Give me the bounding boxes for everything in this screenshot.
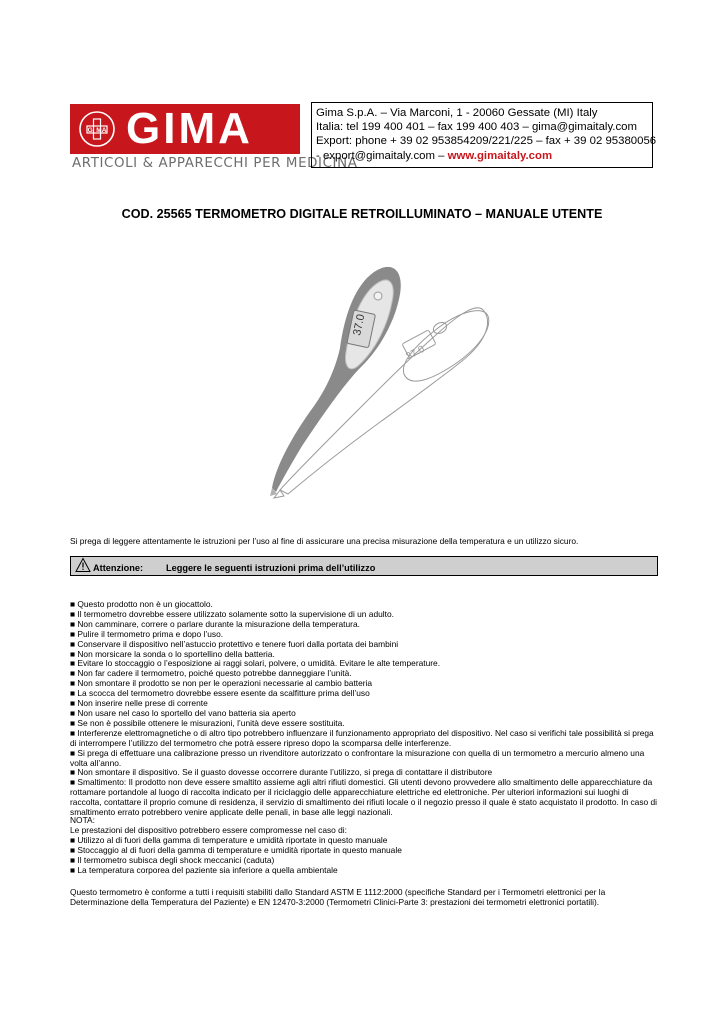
contact-line: Export: phone + 39 02 953854209/221/225 – fax + 39 02 95380056 (316, 135, 657, 148)
power-button-icon (374, 292, 382, 300)
conformity-statement (70, 888, 660, 908)
logo-subtitle: ARTICOLI & APPARECCHI PER MEDICINA (72, 156, 358, 171)
logo-badge-text: GI MA (87, 127, 107, 134)
warnings-list (70, 600, 660, 818)
contact-line: Gima S.p.A. – Via Marconi, 1 - 20060 Gessate (MI) Italy (316, 107, 598, 119)
contact-line: Italia: tel 199 400 401 – fax 199 400 403 – gima@gimaitaly.com (316, 121, 637, 134)
gima-badge-icon (78, 110, 116, 148)
list-item: ■ Se non è possibile ottenere le misurazioni, l’unità deve essere sostituita. (70, 717, 345, 728)
list-item: ■ Non usare nel caso lo sportello del vano batteria sia aperto (70, 707, 296, 718)
intro-text: Si prega di leggere attentamente le istruzioni per l’uso al fine di assicurare una precisa misurazione della temperatura e un utilizzo sicuro. (70, 536, 579, 546)
list-item: ■ Il termometro dovrebbe essere utilizzato solamente sotto la supervisione di un adulto. (70, 608, 394, 619)
warning-icon (75, 557, 91, 573)
attention-text: Leggere le seguenti istruzioni prima dell’utilizzo (166, 563, 376, 573)
attention-bar (70, 556, 658, 576)
list-item: ■ Pulire il termometro prima e dopo l’uso. (70, 628, 224, 639)
logo-brand-text: GIMA (126, 104, 253, 153)
logo-red-band (70, 104, 300, 154)
list-item: ■ Stoccaggio al di fuori della gamma di temperature e umidità riportate in questo manuale (70, 844, 402, 855)
attention-label: Attenzione: (93, 563, 144, 573)
list-item: ■ Non far cadere il termometro, poiché questo potrebbe danneggiare l’unità. (70, 668, 352, 679)
list-item: ■ Il termometro subisca degli shock meccanici (caduta) (70, 854, 275, 865)
list-item: ■ Non smontare il prodotto se non per le operazioni necessarie al cambio batteria (70, 678, 373, 689)
list-item: ■ Non camminare, correre o parlare durante la misurazione della temperatura. (70, 618, 360, 629)
list-item: ■ Smaltimento: Il prodotto non deve essere smaltito assieme agli altri rifiuti domestici. Gli utenti devono provvedere allo smaltimento delle apparecchiature da rottamare portandole al luogo di raccolta indicato per il riciclaggio delle apparecchiature elettriche ed elettroniche. Per ulteriori informazioni sui luoghi di raccolta, contattare il proprio comune di residenza, il servizio di smaltimento dei rifiuti locale o il negozio presso il quale è stato acquistato il prodotto. In caso di smaltimento errato potrebbero venire applicate delle penali, in base alle leggi nazionali. (70, 777, 658, 818)
thermometer-illustration (262, 256, 492, 506)
list-item: ■ Non morsicare la sonda o lo sportellino della batteria. (70, 648, 275, 659)
front-display-reading: 37.0 (351, 313, 368, 337)
contact-box (311, 102, 657, 168)
list-item: ■ Evitare lo stoccaggio o l’esposizione ai raggi solari, polvere, o umidità. Evitare le alte temperature. (70, 658, 441, 669)
list-item: ■ Non inserire nelle prese di corrente (70, 698, 208, 709)
list-item: ■ La scocca del termometro dovrebbe essere esente da scalfitture prima dell’uso (70, 688, 370, 699)
nota-lead: Le prestazioni del dispositivo potrebbero essere compromesse nel caso di: (70, 824, 347, 835)
thermometer-front (270, 267, 401, 496)
export-email: - export@gimaitaly.com – (316, 149, 448, 162)
nota-heading: NOTA: (70, 815, 95, 825)
company-logo (70, 104, 358, 176)
list-item: ■ Interferenze elettromagnetiche o di altro tipo potrebbero influenzare il funzionamento appropriato del dispositivo. Nel caso si verifichi tale possibilità si prega di interrompere l’utilizzo del termometro che potrà essere ripreso dopo la scomparsa delle interferenze. (70, 727, 654, 748)
list-item: ■ La temperatura corporea del paziente sia inferiore a quella ambientale (70, 864, 338, 875)
list-item: ■ Questo prodotto non è un giocattolo. (70, 599, 213, 609)
nota-section (70, 816, 660, 875)
website-link[interactable]: www.gimaitaly.com (447, 149, 553, 162)
list-item: ■ Conservare il dispositivo nell’astuccio protettivo e tenere fuori dalla portata dei bambini (70, 638, 399, 649)
conformity-text: Questo termometro è conforme a tutti i requisiti stabiliti dallo Standard ASTM E 1112:2000 (specifiche Standard per i Termometri elettronici per la Determinazione della Temperatura del Paziente) e EN 12470-3:2000 (Termometri Clinici-Parte 3: prestazioni dei termometri elettronici portatili). (70, 887, 606, 907)
list-item: ■ Si prega di effettuare una calibrazione presso un rivenditore autorizzato o confrontare la misurazione con quella di un termometro a mercurio almeno una volta all’anno. (70, 747, 645, 768)
list-item: ■ Non smontare il dispositivo. Se il guasto dovesse occorrere durante l’utilizzo, si prega di contattare il distributore (70, 767, 493, 778)
outline-display-reading: 37.0 (404, 343, 427, 363)
contact-line (316, 149, 652, 163)
document-title: COD. 25565 TERMOMETRO DIGITALE RETROILLUMINATO – MANUALE UTENTE (121, 207, 603, 221)
list-item: ■ Utilizzo al di fuori della gamma di temperature e umidità riportate in questo manuale (70, 834, 388, 845)
